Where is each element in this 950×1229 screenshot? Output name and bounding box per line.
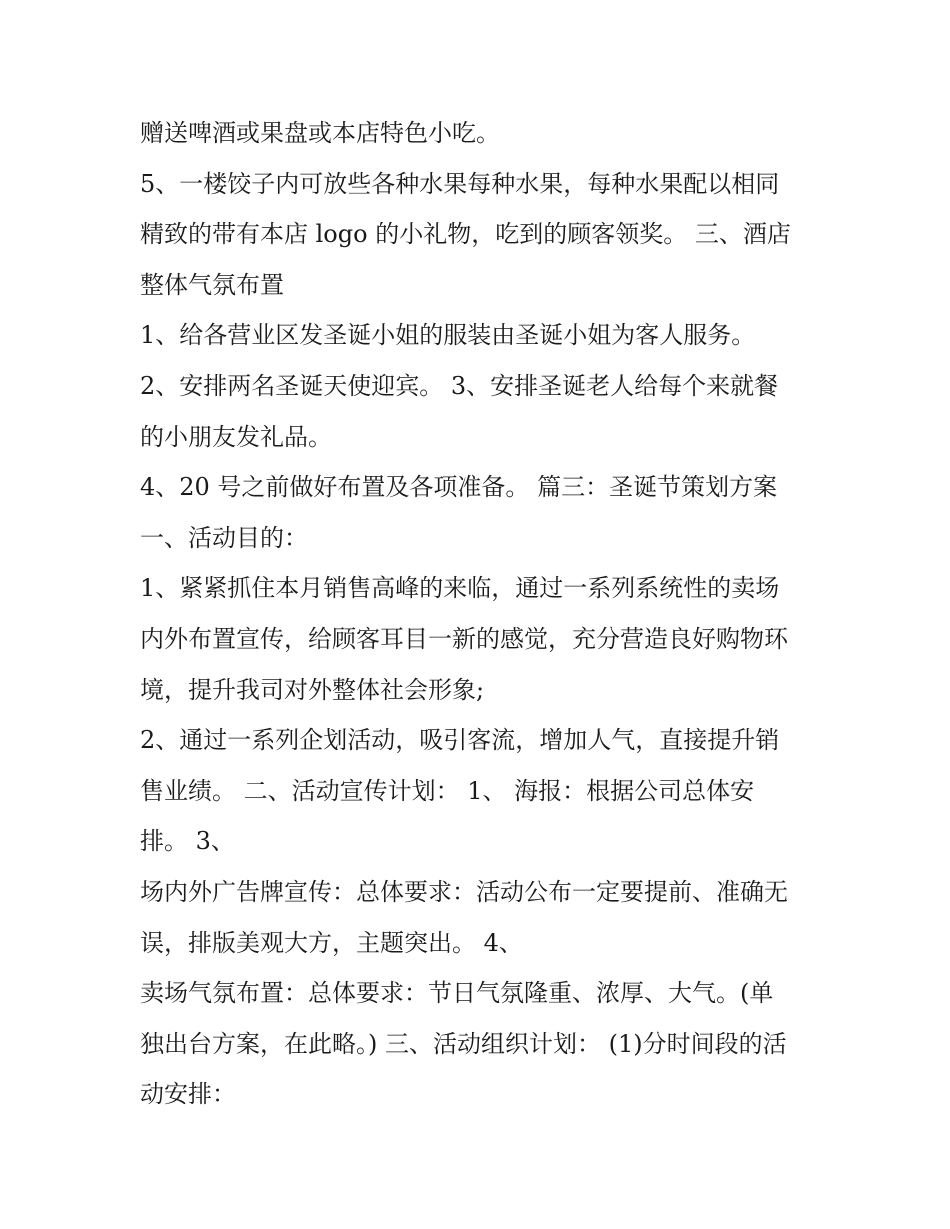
text-line: 赠送啤酒或果盘或本店特色小吃。 (140, 119, 500, 147)
text-line: 排。 3、 (140, 827, 235, 856)
text-line: 一、活动目的： (140, 523, 308, 552)
document-body (140, 108, 840, 1120)
text-line: 独出台方案，在此略。) 三、活动组织计划： (1)分时间段的活 (140, 1029, 787, 1058)
text-line: 动安排： (140, 1080, 236, 1109)
text-line: 误，排版美观大方，主题突出。 4、 (140, 928, 523, 957)
text-line: 内外布置宣传，给顾客耳目一新的感觉，充分营造良好购物环 (140, 624, 788, 653)
text-line: 场内外广告牌宣传：总体要求：活动公布一定要提前、准确无 (140, 877, 788, 906)
text-line: 境，提升我司对外整体社会形象; (140, 675, 485, 704)
text-line: 1、给各营业区发圣诞小姐的服装由圣诞小姐为客人服务。 (140, 321, 756, 350)
text-line: 1、紧紧抓住本月销售高峰的来临，通过一系列系统性的卖场 (140, 574, 780, 603)
text-line: 的小朋友发礼品。 (140, 422, 332, 451)
text-line: 卖场气氛布置：总体要求：节日气氛隆重、浓厚、大气。(单 (140, 979, 774, 1008)
text-line: 售业绩。 二、活动宣传计划： 1、 海报：根据公司总体安 (140, 776, 755, 805)
text-line: 2、安排两名圣诞天使迎宾。 3、安排圣诞老人给每个来就餐 (140, 371, 779, 400)
text-line: 5、一楼饺子内可放些各种水果每种水果，每种水果配以相同 (140, 169, 780, 198)
text-line: 整体气氛布置 (140, 270, 284, 299)
text-line: 精致的带有本店 logo 的小礼物，吃到的顾客领奖。 三、酒店 (140, 220, 791, 249)
text-line: 2、通过一系列企划活动，吸引客流，增加人气，直接提升销 (140, 726, 780, 755)
text-line: 4、20 号之前做好布置及各项准备。 篇三：圣诞节策划方案 (140, 473, 778, 502)
